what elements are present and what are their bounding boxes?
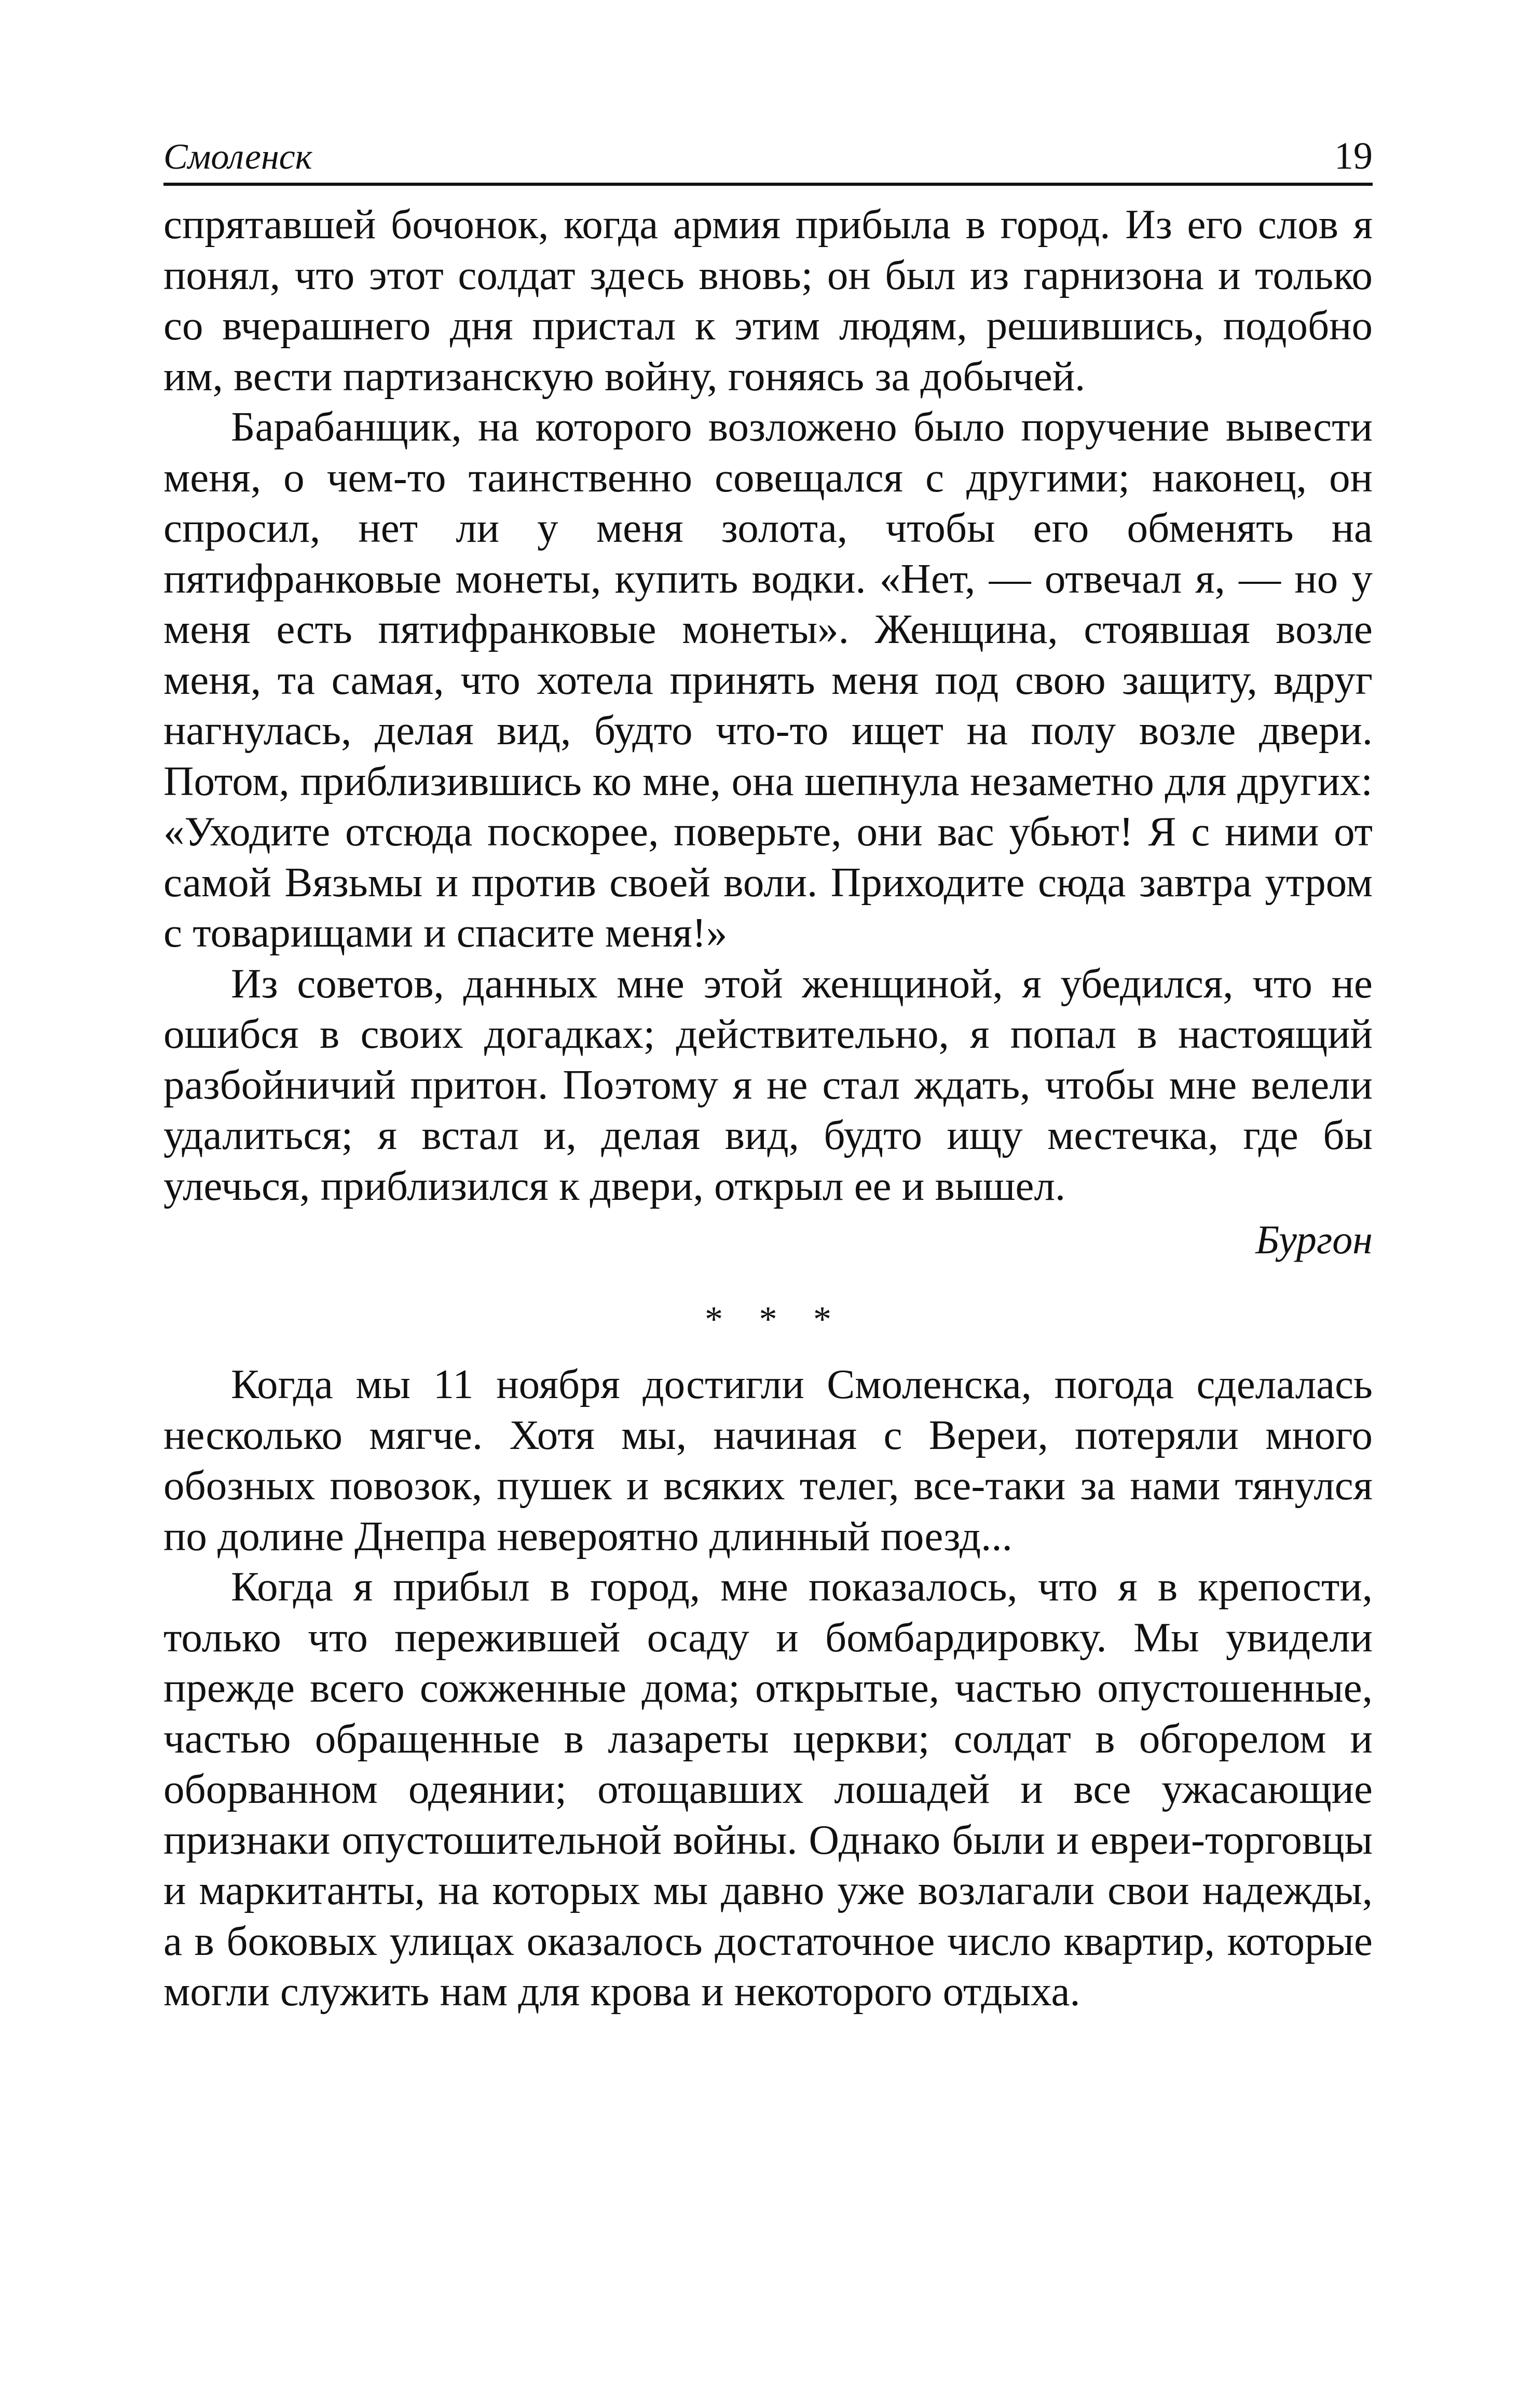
paragraph: Барабанщик, на которого возложено было поручение вывести меня, о чем-то таинственно совещался с другими; наконец, он спросил, нет ли у меня золота, чтобы его обменять на пятифранковые монеты, купить водки. «Нет, — отвечал я, — но у меня есть пятифранковые монеты». Женщина, стоявшая возле меня, та самая, что хотела принять меня под свою защиту, вдруг нагнулась, делая вид, будто что-то ищет на полу возле двери. Потом, приблизившись ко мне, она шепнула незаметно для других: «Уходите отсюда поскорее, поверьте, они вас убьют! Я с ними от самой Вязьмы и против своей воли. Приходите сюда завтра утром с товарищами и спасите меня!»: [163, 403, 1373, 956]
paragraph-continued: спрятавшей бочонок, когда армия прибыла в город. Из его слов я понял, что этот солдат здесь вновь; он был из гарнизона и только со вчерашнего дня пристал к этим людям, решившись, подобно им, вести партизанскую войну, гоняясь за добычей.: [163, 201, 1373, 400]
author-signature: Бургон: [1255, 1217, 1373, 1262]
section-separator: * * *: [705, 1299, 845, 1339]
paragraph: Когда мы 11 ноября достигли Смоленска, погода сделалась несколько мягче. Хотя мы, начиная с Вереи, потеряли много обозных повозок, пушек и всяких телег, все-таки за нами тянулся по долине Днепра невероятно длинный поезд...: [163, 1361, 1373, 1559]
book-page: [163, 125, 1373, 2017]
paragraph: Когда я прибыл в город, мне показалось, что я в крепости, только что пережившей осаду и бомбардировку. Мы увидели прежде всего сожженные дома; открытые, частью опустошенные, частью обращенные в лазареты церкви; солдат в обгорелом и оборванном одеянии; отощавших лошадей и все ужасающие признаки опустошительной войны. Однако были и евреи-торговцы и маркитанты, на которых мы давно уже возлагали свои надежды, а в боковых улицах оказалось достаточное число квартир, которые могли служить нам для крова и некоторого отдыха.: [163, 1563, 1373, 2015]
running-header: [163, 125, 1373, 183]
paragraph: Из советов, данных мне этой женщиной, я убедился, что не ошибся в своих догадках; действительно, я попал в настоящий разбойничий притон. Поэтому я не стал ждать, чтобы мне велели удалиться; я встал и, делая вид, будто ищу местечка, где бы улечься, приблизился к двери, открыл ее и вышел.: [163, 960, 1373, 1209]
page-number: 19: [1334, 135, 1373, 177]
header-rule: [163, 183, 1373, 186]
running-title: Смоленск: [163, 137, 312, 177]
